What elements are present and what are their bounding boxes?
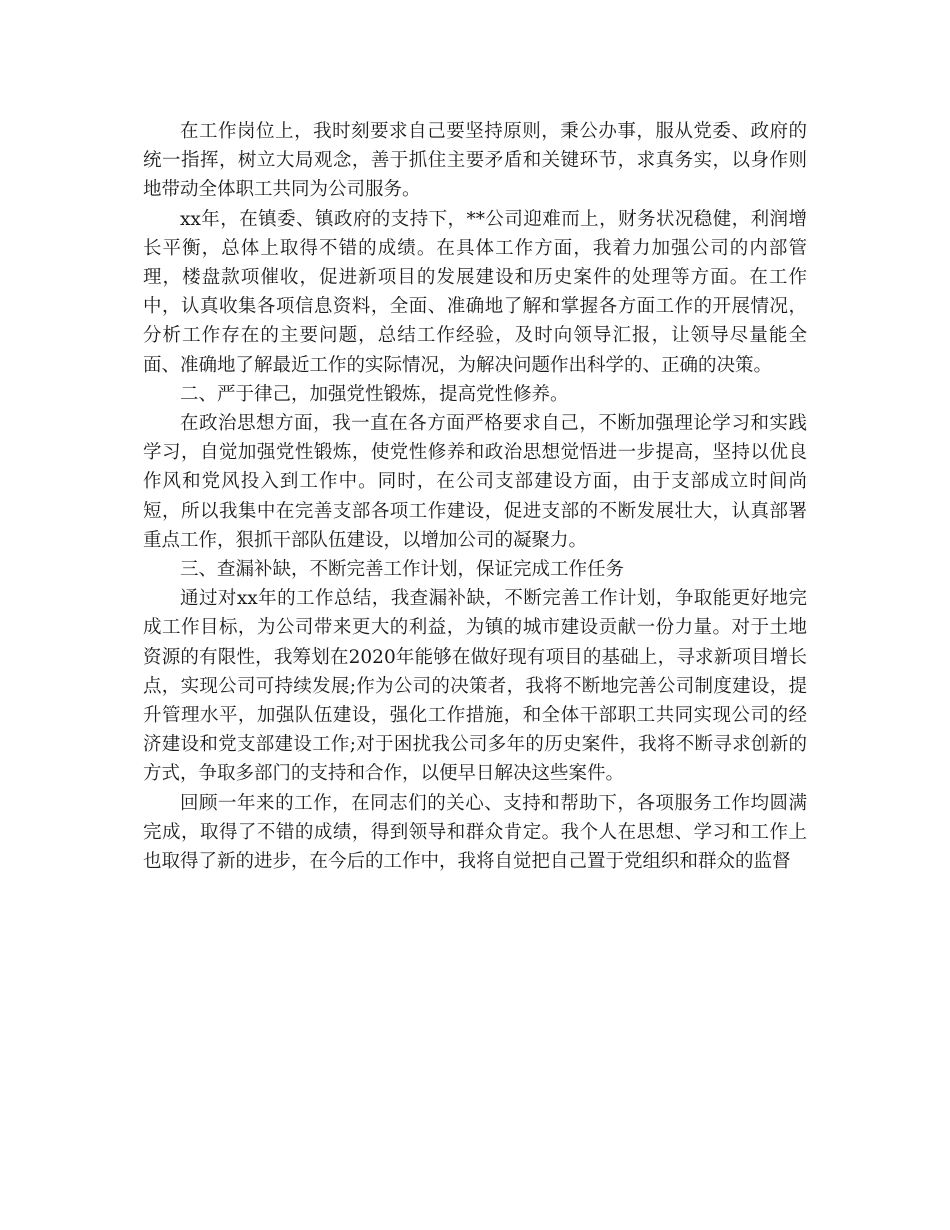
- paragraph-annual-results: xx年，在镇委、镇政府的支持下，**公司迎难而上，财务状况稳健，利润增长平衡，总体上取得不错的成绩。在具体工作方面，我着力加强公司的内部管理，楼盘款项催收，促进新项目的发展建设和历史案件的处理等方面。在工作中，认真收集各项信息资料，全面、准确地了解和掌握各方面工作的开展情况，分析工作存在的主要问题，总结工作经验，及时向领导汇报，让领导尽量能全面、准确地了解最近工作的实际情况，为解决问题作出科学的、正确的决策。: [143, 208, 807, 376]
- document-body: [143, 117, 807, 876]
- section-heading-improve-plan: 三、查漏补缺，不断完善工作计划，保证完成工作任务: [180, 559, 625, 581]
- paragraph-job-attitude: 在工作岗位上，我时刻要求自己要坚持原则，秉公办事，服从党委、政府的统一指挥，树立大局观念，善于抓住主要矛盾和关键环节，求真务实，以身作则地带动全体职工共同为公司服务。: [143, 121, 807, 201]
- paragraph-work-plan: 通过对xx年的工作总结，我查漏补缺，不断完善工作计划，争取能更好地完成工作目标，为公司带来更大的利益，为镇的城市建设贡献一份力量。对于土地资源的有限性，我筹划在2020年能够在做好现有项目的基础上，寻求新项目增长点，实现公司可持续发展;作为公司的决策者，我将不断地完善公司制度建设，提升管理水平，加强队伍建设，强化工作措施，和全体干部职工共同实现公司的经济建设和党支部建设工作;对于困扰我公司多年的历史案件，我将不断寻求创新的方式，争取多部门的支持和合作，以便早日解决这些案件。: [143, 588, 807, 785]
- section-heading-self-discipline: 二、严于律己，加强党性锻炼，提高党性修养。: [180, 383, 569, 405]
- paragraph-political-thought: 在政治思想方面，我一直在各方面严格要求自己，不断加强理论学习和实践学习，自觉加强党性锻炼，使党性修养和政治思想觉悟进一步提高，坚持以优良作风和党风投入到工作中。同时，在公司支部建设方面，由于支部成立时间尚短，所以我集中在完善支部各项工作建设，促进支部的不断发展壮大，认真部署重点工作，狠抓干部队伍建设，以增加公司的凝聚力。: [143, 413, 807, 551]
- paragraph-review: 回顾一年来的工作，在同志们的关心、支持和帮助下，各项服务工作均圆满完成，取得了不错的成绩，得到领导和群众肯定。我个人在思想、学习和工作上也取得了新的进步，在今后的工作中，我将自觉把自己置于党组织和群众的监督: [143, 792, 807, 873]
